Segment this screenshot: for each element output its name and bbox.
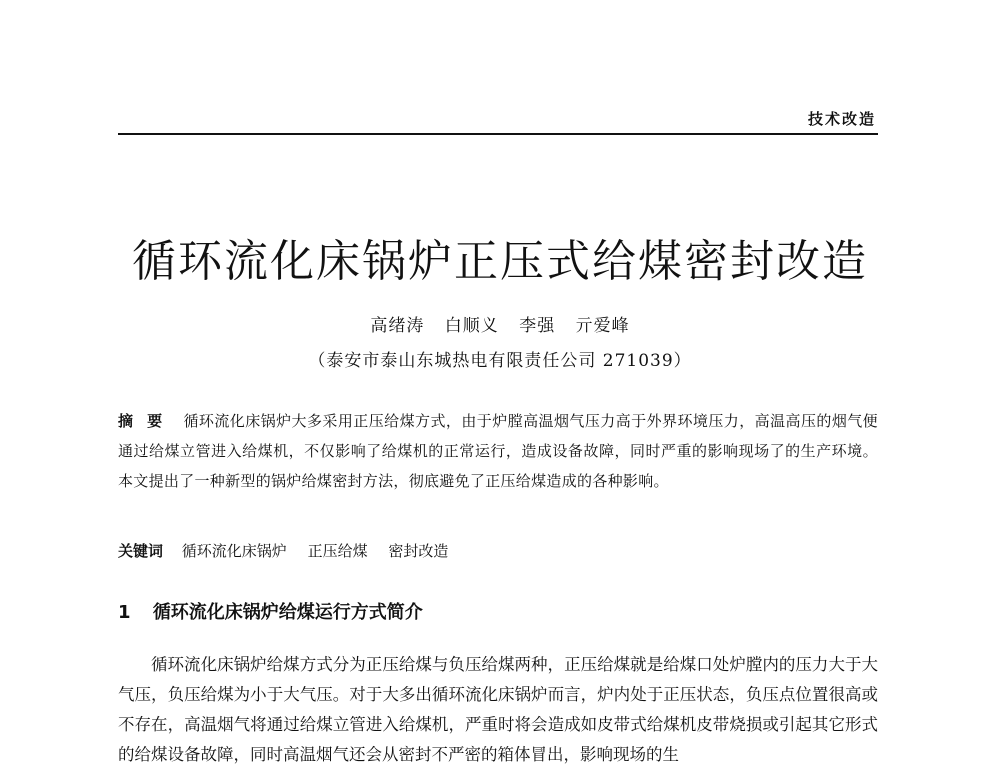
paper-title: 循环流化床锅炉正压式给煤密封改造 bbox=[132, 236, 868, 287]
section-body-paragraph: 循环流化床锅炉给煤方式分为正压给煤与负压给煤两种，正压给煤就是给煤口处炉膛内的压力大于大气压，负压给煤为小于大气压。对于大多出循环流化床锅炉而言，炉内处于正压状态，负压点位置很高或不存在，高温烟气将通过给煤立管进入给煤机，严重时将会造成如皮带式给煤机皮带烧损或引起其它形式的给煤设备故障，同时高温烟气还会从密封不严密的箱体冒出，影响现场的生 bbox=[118, 655, 878, 764]
abstract-block bbox=[118, 406, 878, 496]
abstract-text: 循环流化床锅炉大多采用正压给煤方式，由于炉膛高温烟气压力高于外界环境压力，高温高压的烟气便通过给煤立管进入给煤机，不仅影响了给煤机的正常运行，造成设备故障，同时严重的影响现场了的生产环境。本文提出了一种新型的锅炉给煤密封方法，彻底避免了正压给煤造成的各种影响。 bbox=[118, 412, 878, 490]
keywords-label: 关键词 bbox=[118, 542, 164, 560]
keyword-item: 密封改造 bbox=[388, 542, 449, 560]
journal-section-label: 技术改造 bbox=[807, 110, 876, 128]
abstract-label: 摘要 bbox=[118, 412, 177, 430]
keyword-item: 正压给煤 bbox=[307, 542, 368, 560]
header-divider bbox=[118, 133, 878, 135]
section-number: 1 bbox=[118, 602, 131, 623]
section-heading bbox=[118, 598, 423, 624]
keywords-block bbox=[118, 536, 878, 566]
section-title: 循环流化床锅炉给煤运行方式简介 bbox=[152, 602, 423, 623]
keyword-item: 循环流化床锅炉 bbox=[181, 542, 287, 560]
paper-affiliation: （泰安市泰山东城热电有限责任公司 271039） bbox=[308, 351, 692, 371]
paper-authors: 高绪涛 白顺义 李强 亓爱峰 bbox=[370, 316, 630, 336]
